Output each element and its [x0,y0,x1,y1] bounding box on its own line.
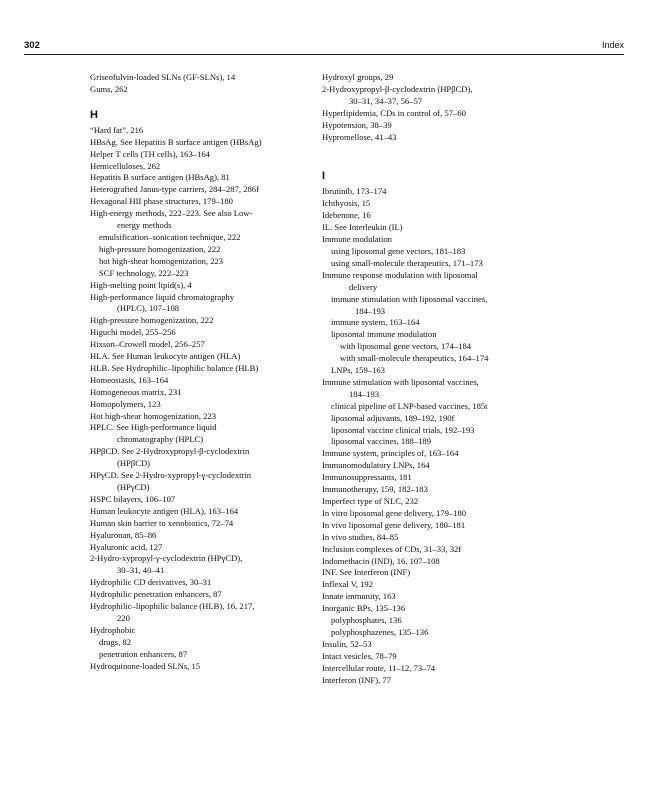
index-entry: Homogeneous matrix, 231 [90,386,182,397]
index-subentry: clinical pipeline of LNP-based vaccines, 185t [331,400,488,411]
index-entry-continuation: 30–31, 34–37, 56–57 [349,95,423,106]
index-entry: IL. See Interleukin (IL) [322,222,403,233]
index-entry: Hexagonal HII phase structures, 179–180 [90,196,233,207]
section-letter: I [322,170,326,183]
index-entry: Hydroquinone-loaded SLNs, 15 [90,660,201,671]
index-entry: Higuchi model, 255–256 [90,327,176,338]
index-subentry: polyphosphates, 136 [331,615,402,626]
index-entry: Immune response modulation with liposomal [322,269,478,280]
running-title: Index [601,40,624,50]
index-column-left [90,72,315,673]
index-entry: High-melting point lipid(s), 4 [90,279,192,290]
index-entry: Intact vesicles, 78–79 [322,650,397,661]
index-entry: Heterografted Janus-type carriers, 284–287, 286f [90,184,259,195]
index-entry: Hixson–Crowell model, 256–257 [90,339,205,350]
index-entry: 2-Hydro-xypropyl-γ-cyclodextrin (HPγCD), [90,553,243,564]
index-entry: Hydrophilic–lipophilic balance (HLB), 16, 217, [90,601,255,612]
index-entry-continuation: energy methods [117,220,172,231]
index-subentry: penetration enhancers, 87 [99,648,188,659]
index-subentry: SCF technology, 222–223 [99,267,189,278]
index-entry: Hydroxyl groups, 29 [322,72,394,82]
index-entry: Imperfect type of NLC, 232 [322,496,419,506]
index-entry: Innate immunity, 163 [322,591,396,602]
index-subentry: with liposomal gene vectors, 174–184 [340,341,472,352]
index-entry-continuation: (HPLC), 107–108 [117,303,180,314]
index-entry: Hepatitis B surface antigen (HBsAg), 81 [90,172,230,183]
index-entry-continuation: 30–31, 40–41 [117,565,165,576]
section-letter: H [90,108,98,121]
index-entry: High-performance liquid chromatography [90,291,235,302]
index-entry: HLB. See Hydrophilic–lipophilic balance (HLB) [90,362,259,373]
index-entry: HPLC. See High-performance liquid [90,422,217,433]
index-entry: Hydrophilic penetration enhancers, 87 [90,589,222,600]
index-subentry: liposomal adjuvants, 189–192, 190f [331,412,455,423]
index-entry: In vitro liposomal gene delivery, 179–180 [322,507,467,518]
index-entry: Human skin barrier to xenobiotics, 72–74 [90,517,234,528]
index-subentry: immune stimulation with liposomal vaccines, [331,293,488,304]
index-entry: Hyperlipidemia, CDs in control of, 57–60 [322,107,466,118]
index-entry: Immunotherapy, 159, 182–183 [322,484,428,495]
index-entry: Griseofulvin-loaded SLNs (GF-SLNs), 14 [90,72,236,82]
running-header [24,38,624,55]
index-subentry: polyphosphazenes, 135–136 [331,626,429,637]
index-entry: Hydrophobic [90,624,136,635]
index-subentry: using small-molecule therapeutics, 171–173 [331,257,483,268]
index-column-right [322,72,552,687]
index-entry: High-energy methods, 222–223. See also Low- [90,208,253,219]
index-entry: Hypotension, 38–39 [322,119,392,130]
index-entry: HPγCD. See 2-Hydro-xypropyl-γ-cyclodextrin [90,470,252,481]
index-entry: Immunosuppressants, 181 [322,472,412,483]
index-entry: Homopolymers, 123 [90,398,161,409]
index-entry: HLA. See Human leukocyte antigen (HLA) [90,351,241,362]
index-entry: Helper T cells (TH cells), 163–164 [90,148,210,159]
index-entry-continuation: (HPβCD) [117,458,151,469]
index-entry-continuation: (HPγCD) [117,482,150,492]
index-entry: High-pressure homogenization, 222 [90,315,214,326]
index-subentry: immune system, 163–164 [331,317,420,328]
index-entry: In vivo studies, 84–85 [322,531,399,542]
index-subentry: liposomal vaccines, 188–189 [331,436,432,447]
index-entry-continuation: 184–193 [349,388,380,399]
index-entry-continuation: chromatography (HPLC) [117,434,204,445]
index-entry: Intercellular route, 11–12, 73–74 [322,662,436,673]
index-entry: Idebenone, 16 [322,210,371,221]
index-entry-continuation: delivery [349,281,378,292]
index-subentry: high-pressure homogenization, 222 [99,243,221,254]
index-subentry: LNPs, 159–163 [331,365,385,376]
index-entry: Hyaluronan, 85–86 [90,529,157,540]
index-entry: INF. See Interferon (INF) [322,567,411,578]
index-entry: Immunomodulatory LNPs, 164 [322,460,430,471]
index-entry: Human leukocyte antigen (HLA), 163–164 [90,505,239,516]
index-entry: Insulin, 52–53 [322,638,372,649]
index-entry: Indomethacin (IND), 16, 107–108 [322,555,440,566]
index-entry: Immune system, principles of, 163–164 [322,448,459,459]
index-entry: Immune stimulation with liposomal vaccines, [322,376,479,387]
index-entry: Ichthyosis, 15 [322,198,371,209]
index-subentry: liposomal immune modulation [331,329,437,340]
index-entry: Hemicelluloses, 262 [90,160,161,171]
index-subentry: liposomal vaccine clinical trials, 192–193 [331,424,475,435]
index-subentry: emulsification–sonication technique, 222 [99,231,241,242]
index-entry: In vivo liposomal gene delivery, 180–181 [322,519,466,530]
index-entry: Gums, 262 [90,83,128,94]
index-entry: Inclusion complexes of CDs, 31–33, 32f [322,543,462,554]
index-subentry: drugs, 82 [99,636,131,647]
index-entry: 2-Hydroxypropyl-β-cyclodextrin (HPβCD), [322,83,473,94]
index-entry: HSPC bilayers, 106–107 [90,493,176,504]
index-subentry: hot high-shear homogenization, 223 [99,255,224,266]
index-entry: Ibrutinib, 173–174 [322,186,387,197]
index-subentry: with small-molecule therapeutics, 164–174 [340,353,489,364]
index-entry: Inflexal V, 192 [322,579,373,590]
index-subentry: using liposomal gene vectors, 181–183 [331,245,466,256]
index-entry: Homeostasis, 163–164 [90,374,169,385]
index-entry: “Hard fat”, 216 [90,124,144,135]
index-entry: Inorganic BPs, 135–136 [322,603,406,614]
index-entry: Immune modulation [322,234,392,245]
index-entry: Hyaluronic acid, 127 [90,541,163,552]
index-entry: HPβCD. See 2-Hydroxypropyl-β-cyclodextrin [90,446,250,457]
page-number: 302 [24,40,40,51]
index-entry-continuation: 184–193 [355,305,386,316]
index-entry-continuation: 220 [117,612,130,623]
index-entry: Hypromellose, 41–43 [322,131,397,142]
index-entry: Hydrophilic CD derivatives, 30–31 [90,577,212,588]
index-entry: Interferon (INF), 77 [322,674,391,685]
index-entry: Hot high-shear homogenization, 223 [90,410,217,421]
index-entry: HBsAg. See Hepatitis B surface antigen (HBsAg) [90,136,262,147]
